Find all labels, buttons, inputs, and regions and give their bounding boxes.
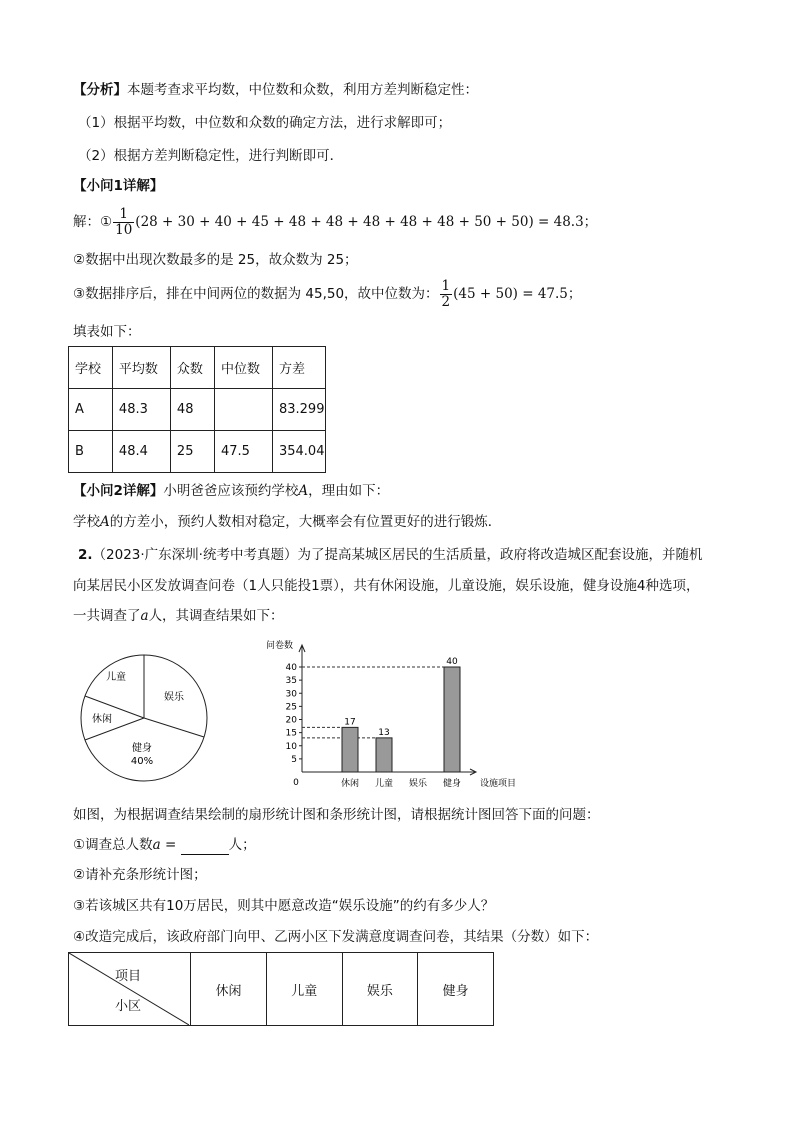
pie-chart [78,652,210,784]
table-header-cell: 方差 [272,347,325,389]
equals-sign: = [160,837,181,853]
y-tick-label: 20 [285,715,297,726]
table-cell: 83.299 [272,389,325,431]
table-header-cell: 儿童 [266,953,342,1026]
after-chart-text: 如图，为根据调查结果绘制的扇形统计图和条形统计图，请根据统计图回答下面的问题： [73,807,600,823]
analysis-text: 本题考查求平均数，中位数和众数，利用方差判断稳定性： [127,82,478,98]
analysis-tag: 【分析】 [73,82,127,98]
bar-value-label: 17 [344,717,356,728]
origin-label: 0 [293,778,299,788]
category-label: 娱乐 [408,779,428,789]
fraction-numerator: 1 [113,207,134,223]
question-c: ③若该城区共有10万居民，则其中愿意改造“娱乐设施”的约有多少人？ [73,898,495,914]
answer-blank[interactable] [181,840,229,855]
table-header-cell: 众数 [170,347,214,389]
table-cell: 48.4 [112,431,170,473]
pie-label-fitness: 健身 [132,743,152,754]
table-cell: A [69,389,113,431]
table-header-cell: 休闲 [191,953,267,1026]
fraction-denominator: 2 [441,293,451,310]
q2-school: A [298,483,309,499]
category-label: 休闲 [340,779,360,789]
q1-heading: 【小问1详解】 [73,178,164,194]
y-tick-label: 10 [285,741,297,752]
result-table [68,346,326,473]
table-cell: 48 [170,389,214,431]
problem2-line1 [78,545,702,565]
q1-step3 [73,277,581,311]
table-header-cell: 平均数 [112,347,170,389]
corner-top-label: 项目 [115,969,142,984]
problem2-line3-b: 人，其调查结果如下： [148,608,284,624]
question-b: ②请补充条形统计图； [73,867,207,883]
q2-text-a: 小明爸爸应该预约学校 [163,483,299,499]
q1-step3-prefix: ③数据排序后，排在中间两位的数据为 45,50，故中位数为： [73,286,439,302]
bar [444,667,460,772]
y-tick-label: 25 [285,702,297,713]
table-cell: 47.5 [214,431,272,473]
bar-chart [258,636,528,794]
table-header-row [69,953,494,1026]
fraction-numerator: 1 [441,277,451,294]
q2-reason-a: 学校 [73,514,100,530]
problem2-line2: 向某居民小区发放调查问卷（1人只能投1票），共有休闲设施，儿童设施，娱乐设施，健身设施4种选项， [73,578,700,594]
q2-line [73,481,389,501]
fill-table-label: 填表如下： [73,324,141,340]
question-a [73,835,256,855]
question-d: ④改造完成后，该政府部门向甲、乙两小区下发满意度调查问卷，其结果（分数）如下： [73,929,599,945]
table-header-cell: 中位数 [214,347,272,389]
pie-label-children: 儿童 [106,672,126,683]
diagonal-line [69,953,189,1025]
fraction-denominator: 10 [115,221,133,238]
problem2-line3 [73,606,284,626]
bar [376,738,392,772]
category-label: 健身 [442,779,462,789]
table-cell: 354.04 [272,431,325,473]
category-label: 儿童 [374,779,394,789]
q1-step1-prefix: 解：① [73,214,113,230]
q2-reason-b: 的方差小，预约人数相对稳定，大概率会有位置更好的进行锻炼． [109,514,502,530]
variable-a: a [152,837,161,853]
satisfaction-table [68,952,494,1026]
y-tick-label: 35 [285,676,297,687]
q1-step1-expression: (28 + 30 + 40 + 45 + 48 + 48 + 48 + 48 + 48 + 50 + 50) = 48.3； [135,214,598,230]
problem-source: （2023·广东深圳·统考中考真题） [92,547,298,563]
table-header-cell: 学校 [69,347,113,389]
y-tick-label: 40 [285,663,297,673]
question-a-prefix: ①调查总人数 [73,837,153,853]
analysis-line [73,80,478,100]
question-a-suffix: 人； [228,837,256,853]
table-cell [214,389,272,431]
y-tick-label: 30 [285,689,297,700]
problem-number: 2. [78,547,93,563]
pie-label-fitness-percent: 40% [130,756,154,767]
table-cell: 48.3 [112,389,170,431]
bar-value-label: 40 [446,657,458,667]
table-cell: B [69,431,113,473]
x-axis-label: 设施项目 [480,779,517,789]
table-cell: 25 [170,431,214,473]
q2-heading: 【小问2详解】 [73,483,164,499]
q1-step1 [73,205,597,239]
bar [342,727,358,772]
variable-a: a [140,608,149,624]
diagonal-header-cell [69,953,191,1026]
q2-reason [73,512,501,532]
pie-label-entertainment: 娱乐 [164,692,184,703]
q1-step1-fraction [113,207,134,238]
y-axis-label: 问卷数 [266,641,294,651]
table-row [69,431,326,473]
pie-label-leisure: 休闲 [92,714,112,725]
problem-text: 为了提高某城区居民的生活质量，政府将改造城区配套设施，并随机 [297,547,703,563]
q2-text-b: ，理由如下： [308,483,390,499]
problem2-line3-a: 一共调查了 [73,608,141,624]
q1-step2: ②数据中出现次数最多的是 25，故众数为 25； [73,252,358,268]
table-row [69,389,326,431]
analysis-point-1: （1）根据平均数，中位数和众数的确定方法，进行求解即可； [78,115,452,131]
y-tick-label: 5 [291,754,297,765]
corner-bottom-label: 小区 [115,999,142,1014]
table-header-cell: 健身 [418,953,494,1026]
q1-step3-expression: (45 + 50) = 47.5； [453,286,582,302]
analysis-point-2: （2）根据方差判断稳定性，进行判断即可． [78,148,344,164]
y-tick-label: 15 [285,728,297,739]
table-header-cell: 娱乐 [342,953,418,1026]
table-header-row [69,347,326,389]
q2-reason-school: A [100,514,110,530]
q1-step3-fraction [440,279,453,310]
bar-value-label: 13 [378,727,390,738]
